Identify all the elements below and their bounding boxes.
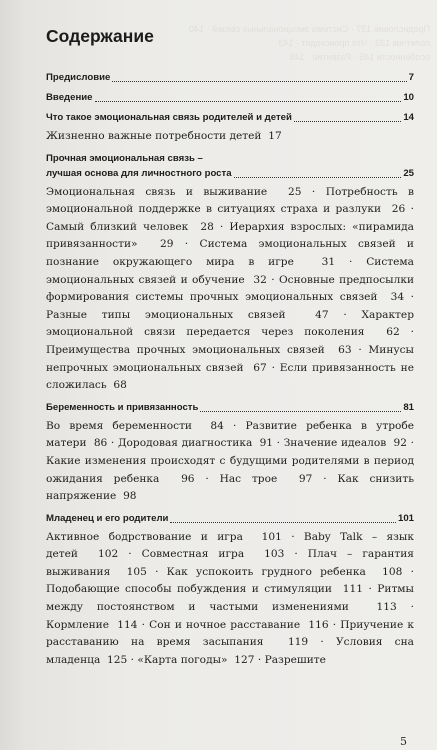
subsection-page: 68 <box>113 379 127 392</box>
subsection-page: 47 <box>315 308 329 321</box>
subsection-list: Активное бодрствование и игра 101 · Baby Talk – язык детей 102 · Совместная игра 103 · Плач – гарантия выживания 105 · Как успокоить грудного ребенка 108 · Подобающие способы побуждения и стимуляции 111 · Ритмы между постоянством и частыми изменениями 113 · Кормление 114 · Сон и ночное расставание 116 · Приучение к расставанию на время засыпания 119 · Условия сна младенца 125 · «Карта погоды» 127 · Разрешите <box>46 530 414 666</box>
subsection-page: 62 <box>386 326 400 339</box>
subsection-title: Разрешите <box>264 653 326 666</box>
section-title: Младенец и его родители <box>46 512 169 524</box>
section-page-number: 10 <box>403 92 414 103</box>
page-title: Содержание <box>46 26 154 46</box>
bleed-through-text: Предисловие 137 · Система эмоциональных связей · 140 полетчик 139 · Что происходит · 143 особенности 145 · Развитие · 148 <box>189 24 430 62</box>
subsection-title: Как снизить напряжение <box>46 472 414 503</box>
subsection-title: Жизненно важные потребности детей <box>46 130 262 142</box>
subsection-title: Какие изменения происходят с будущими родителями в период ожидания ребенка <box>46 454 414 485</box>
subsection-page: 34 <box>390 291 405 304</box>
section-page-number: 25 <box>403 167 414 179</box>
dot-leader <box>234 177 402 178</box>
section-title: Введение <box>46 92 93 103</box>
section-title-line1: Прочная эмоциональная связь – <box>46 152 203 164</box>
toc-section <box>46 90 414 105</box>
subsection-page: 31 <box>321 255 336 268</box>
section-page-number: 7 <box>408 72 414 83</box>
section-heading <box>46 400 414 415</box>
subsection-title: Сон и ночное расставание <box>149 618 301 631</box>
section-title: Беременность и привязанность <box>46 401 199 413</box>
toc-section <box>46 70 414 85</box>
subsection-page: 105 <box>126 565 147 578</box>
subsection-title: Самый близкий человек <box>46 220 189 233</box>
subsection-page: 102 <box>98 548 119 561</box>
subsection-list: Во время беременности 84 · Развитие ребенка в утробе матери 86 · Дородовая диагностика 91 · Значение идеалов 92 · Какие изменения происходят с будущими родителями в период ожидания ребенка 96 · Нас трое 97 · Как снизить напряжение 98 <box>46 419 414 503</box>
subsection-page: 26 <box>391 203 406 216</box>
subsection-title: Кормление <box>46 618 109 631</box>
subsection-title: Baby Talk – язык детей <box>46 530 414 561</box>
subsection-page: 32 <box>253 273 267 286</box>
subsection-title: Развитие ребенка в утробе матери <box>46 419 414 450</box>
subsection-title: Дородовая диагностика <box>117 437 253 450</box>
subsection-page: 119 <box>287 636 309 649</box>
section-heading <box>46 166 414 181</box>
subsection-list: Эмоциональная связь и выживание 25 · Потребность в эмоциональной поддержке в ситуациях страха и разлуки 26 · Самый близкий человек 28 · Иерархия взрослых: «пирамида привязанности» 29 · Система эмоциональных связей и познание окружающего мира в игре 31 · Система эмоциональных связей и обучение 32 · Основные предпосылки формирования системы прочных эмоциональных связей 34 · Разные типы эмоциональных связей 47 · Характер эмоциональной связи передается через поколения 62 · Преимущества прочных эмоциональных связей 63 · Минусы непрочных эмоциональных связей 67 · Если привязанность не сложилась 68 <box>46 185 414 392</box>
subsection-page: 28 <box>200 220 214 233</box>
subsection-page: 29 <box>160 238 174 251</box>
subsection-page: 91 <box>259 437 274 450</box>
subsection-title: Разные типы эмоциональных связей <box>46 308 286 321</box>
subsection-title: Ритмы между постоянством и частыми изменениями <box>46 583 414 614</box>
dot-leader <box>200 411 401 412</box>
subsection-page: 84 <box>210 419 224 432</box>
subsection-page: 108 <box>382 565 403 578</box>
dot-leader <box>112 81 406 82</box>
subsection-page: 114 <box>117 618 138 631</box>
section-page-number: 81 <box>403 401 414 413</box>
subsection-title: Активное бодрствование и игра <box>46 530 243 543</box>
section-heading <box>46 110 414 125</box>
subsection-page: 96 <box>181 472 195 485</box>
dot-leader <box>95 101 402 102</box>
subsection-title: Эмоциональная связь и выживание <box>46 185 268 198</box>
subsection-title: Как успокоить грудного ребенка <box>166 565 366 578</box>
subsection-title: Условия сна младенца <box>46 636 414 666</box>
subsection-title: Совместная игра <box>141 548 245 561</box>
subsection-title: Характер эмоциональной связи передается через поколения <box>46 308 414 339</box>
subsection-page: 86 <box>93 437 108 450</box>
section-page-number: 14 <box>403 112 414 123</box>
subsection-title: Основные предпосылки формирования системы прочных эмоциональных связей <box>46 273 414 304</box>
subsection-page: 101 <box>261 530 282 543</box>
subsection-page: 63 <box>338 343 352 356</box>
page-number: 5 <box>400 735 407 748</box>
subsection-title: Система эмоциональных связей и обучение <box>46 255 414 286</box>
subsection-title: Преимущества прочных эмоциональных связей <box>46 343 325 356</box>
toc-section <box>46 110 414 146</box>
subsection-title: Потребность в эмоциональной поддержке в ситуациях страха и разлуки <box>46 185 414 216</box>
subsection-title: Нас трое <box>219 472 278 485</box>
subsection-page: 127 <box>234 653 255 666</box>
subsection-page: 97 <box>298 472 313 485</box>
section-title: Предисловие <box>46 72 111 83</box>
subsection-page: 25 <box>288 185 302 198</box>
subsection-title: Во время беременности <box>46 419 192 432</box>
subsection-page: 111 <box>342 583 364 596</box>
section-page-number: 101 <box>397 512 414 524</box>
toc-section <box>46 151 414 395</box>
dot-leader <box>294 121 401 122</box>
subsection-page: 125 <box>107 653 128 666</box>
subsection-title: «Карта погоды» <box>137 653 228 666</box>
subsection-page: 17 <box>268 130 282 142</box>
subsection-title: Плач – гарантия выживания <box>46 548 414 578</box>
section-title: Что такое эмоциональная связь родителей и детей <box>46 112 292 123</box>
subsection-title: Значение идеалов <box>283 437 387 450</box>
subsection-page: 103 <box>264 548 285 561</box>
subsection-title: Иерархия взрослых: «пирамида привязанности» <box>46 220 414 251</box>
section-heading <box>46 90 414 105</box>
subsection-title: Система эмоциональных связей и познание окружающего мира в игре <box>46 238 414 268</box>
section-heading <box>46 70 414 85</box>
subsection-list <box>46 128 414 146</box>
subsection-page: 116 <box>308 618 329 631</box>
subsection-page: 113 <box>376 601 397 614</box>
subsection-page: 98 <box>123 490 137 503</box>
subsection-title: Подобающие способы побуждения и стимуляции <box>46 583 332 596</box>
dot-leader <box>170 522 396 523</box>
subsection-title: Если привязанность не сложилась <box>46 361 414 392</box>
table-of-contents <box>46 70 414 669</box>
section-heading <box>46 511 414 526</box>
section-title: лучшая основа для личностного роста <box>46 167 232 179</box>
toc-section <box>46 400 414 506</box>
subsection-page: 67 <box>253 361 267 374</box>
subsection-title: Приучение к расставанию на время засыпания <box>46 618 414 649</box>
subsection-title: Минусы непрочных эмоциональных связей <box>46 343 414 374</box>
toc-section <box>46 511 414 670</box>
subsection-page: 92 <box>393 437 407 450</box>
